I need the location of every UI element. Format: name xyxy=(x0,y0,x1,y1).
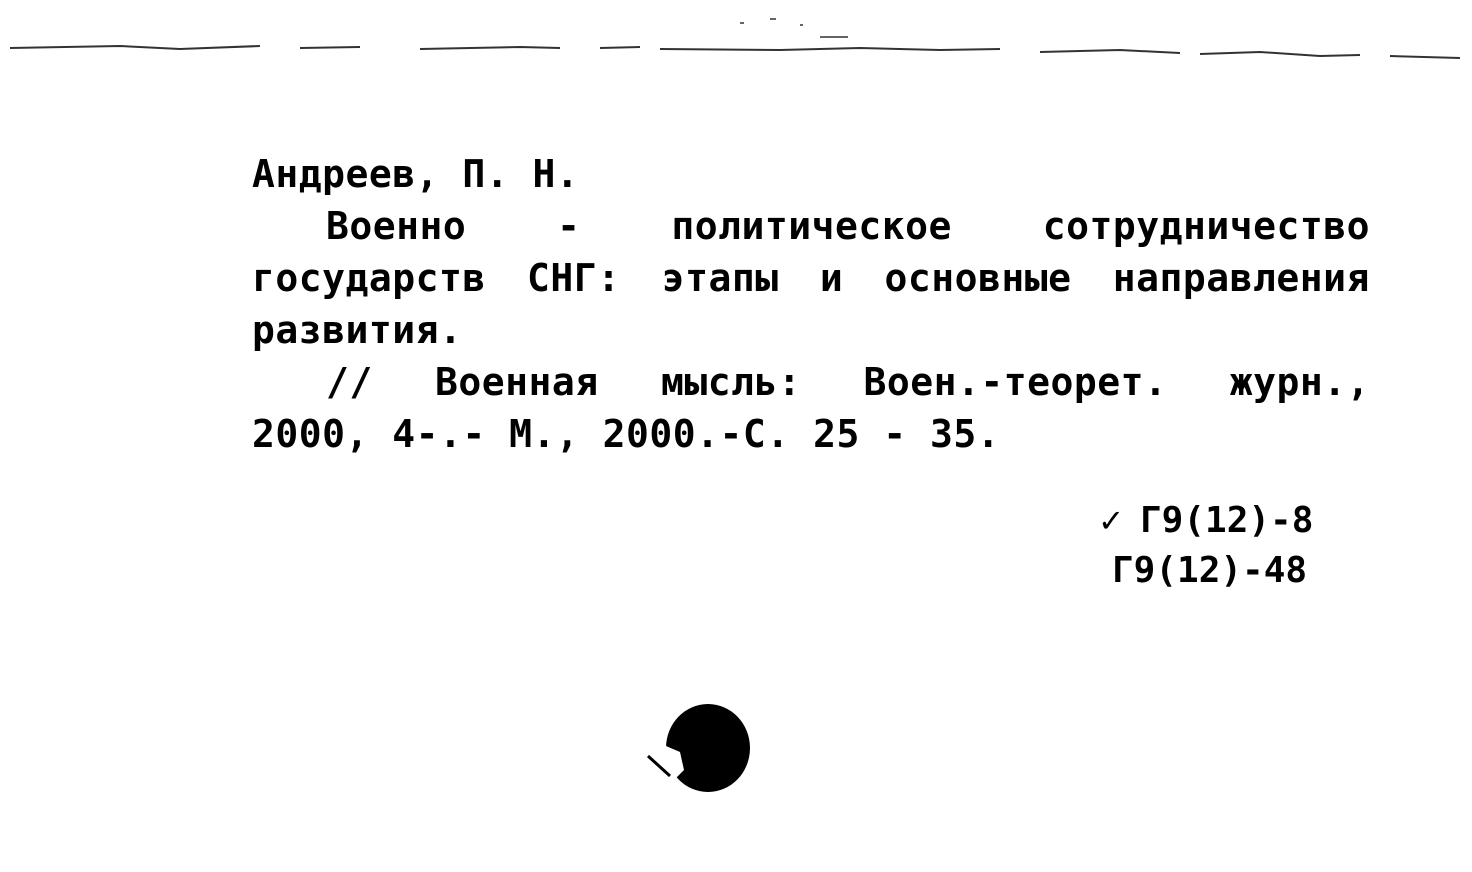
source-line-2: 2000, 4-.- М., 2000.-С. 25 - 35. xyxy=(252,412,1001,456)
shelfmark-code: Г9(12)-8 xyxy=(1140,500,1314,541)
punch-hole-icon xyxy=(640,700,760,800)
shelfmark-code: Г9(12)-48 xyxy=(1112,550,1308,591)
source-word: журн., xyxy=(1229,360,1370,404)
card-top-edge xyxy=(0,0,1472,70)
title-word: основные xyxy=(884,256,1072,300)
title-line-2 xyxy=(252,252,1370,304)
check-mark-icon: ✓ xyxy=(1100,500,1122,541)
shelfmark-row xyxy=(1100,546,1313,596)
title-word: политическое xyxy=(671,204,952,248)
title-word: этапы xyxy=(661,256,779,300)
title-line-3: развития. xyxy=(252,308,463,352)
title-word: и xyxy=(819,256,844,300)
author-line: Андреев, П. Н. xyxy=(252,152,580,196)
shelfmark-block xyxy=(1100,496,1313,596)
source-word: Военная xyxy=(435,360,599,404)
title-line-1 xyxy=(252,200,1370,252)
title-word: государств xyxy=(252,256,486,300)
source-line-1 xyxy=(252,356,1370,408)
title-word: сотрудничество xyxy=(1042,204,1370,248)
catalog-card-body xyxy=(252,148,1370,460)
shelfmark-row xyxy=(1100,496,1313,546)
title-word: направления xyxy=(1112,256,1370,300)
source-word: мысль: xyxy=(660,360,802,404)
title-word: - xyxy=(557,204,581,248)
title-word: СНГ: xyxy=(527,256,621,300)
source-word: // xyxy=(326,360,373,404)
title-word: Военно xyxy=(326,204,467,248)
source-word: Воен.-теорет. xyxy=(863,360,1168,404)
